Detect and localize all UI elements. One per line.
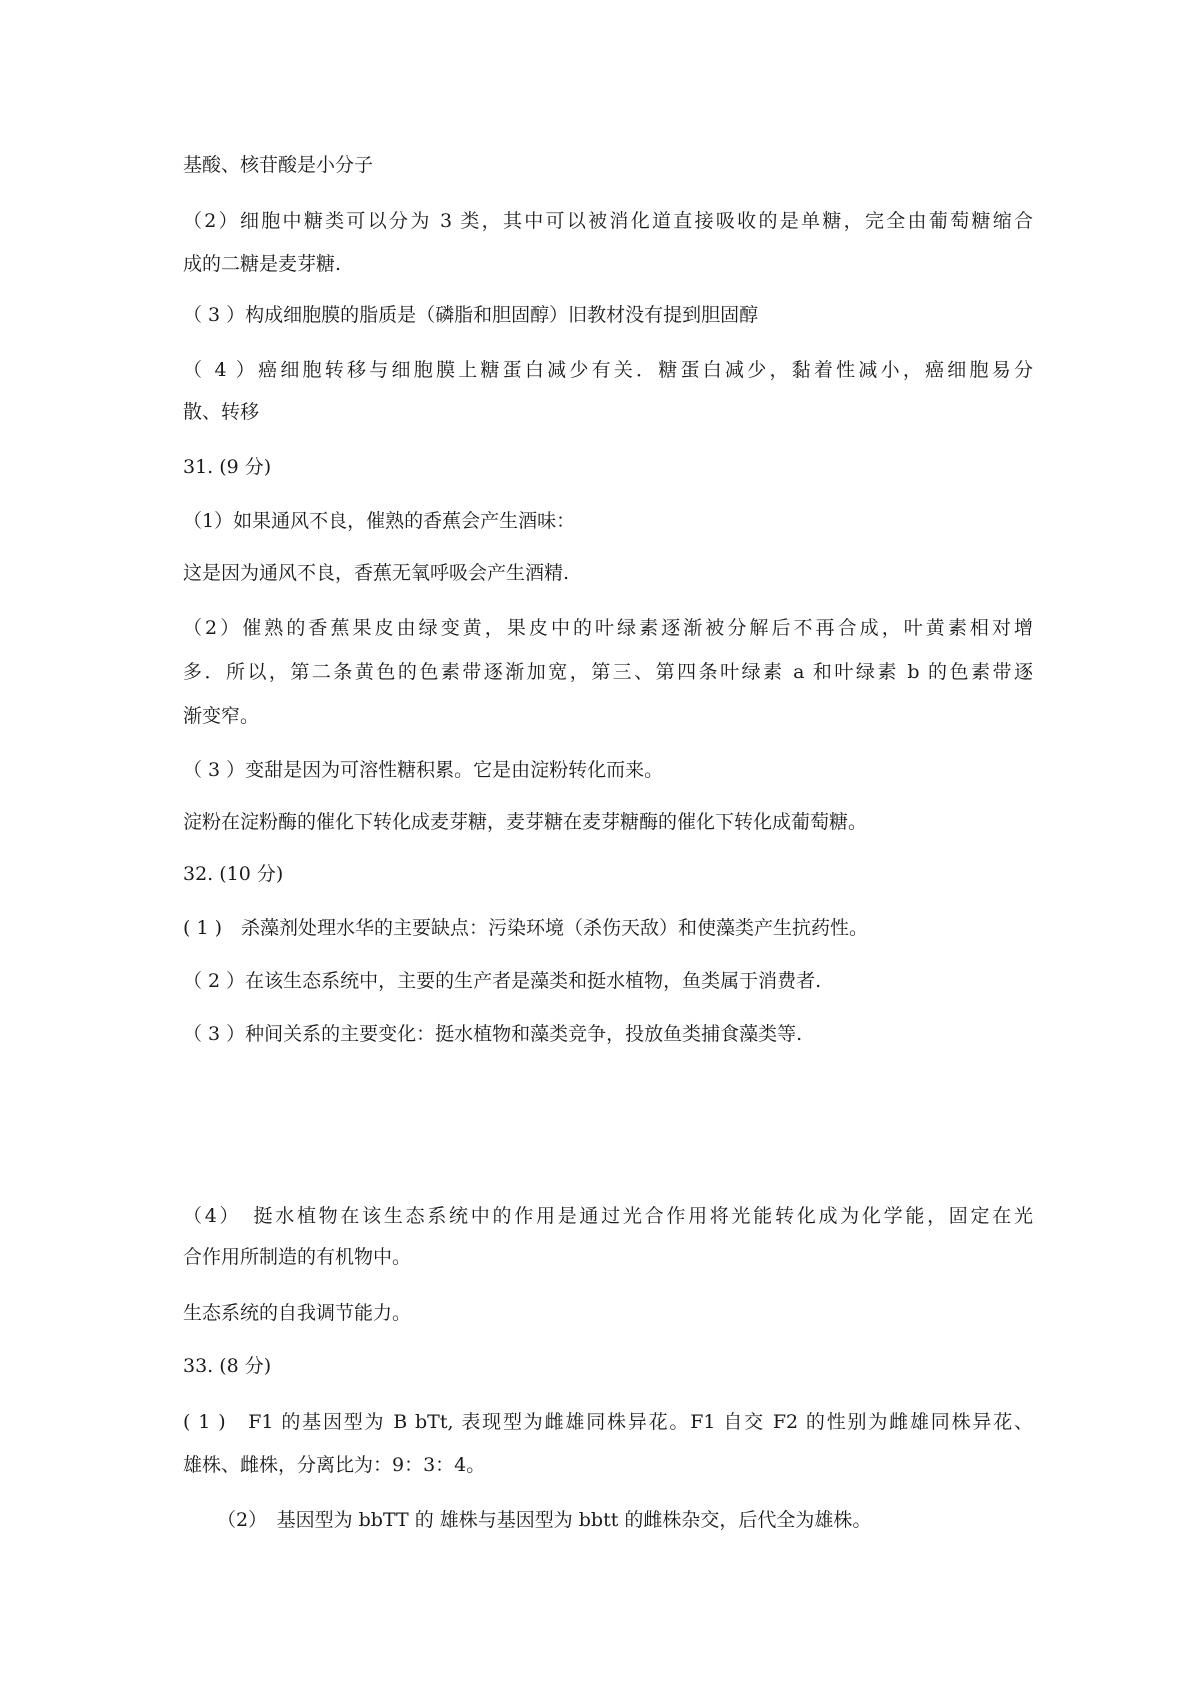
text-line-20: 合作用所制造的有机物中。 bbox=[183, 1246, 412, 1268]
text-line-12: 渐变窄。 bbox=[183, 705, 260, 727]
text-line-25: （2） 基因型为 bbTT 的 雄株与基因型为 bbtt 的雌株杂交，后代全为雄株。 bbox=[217, 1509, 872, 1531]
text-line-19: （4） 挺水植物在该生态系统中的作用是通过光合作用将光能转化成为化学能，固定在光 bbox=[183, 1205, 1033, 1227]
text-line-21: 生态系统的自我调节能力。 bbox=[183, 1302, 412, 1324]
text-line-18: （ 3 ）种间关系的主要变化：挺水植物和藻类竞争，投放鱼类捕食藻类等. bbox=[183, 1023, 803, 1045]
text-line-1: 基酸、核苷酸是小分子 bbox=[183, 154, 374, 176]
text-line-4: （ 3 ）构成细胞膜的脂质是（磷脂和胆固醇）旧教材没有提到胆固醇 bbox=[183, 304, 759, 326]
text-line-8: （1）如果通风不良，催熟的香蕉会产生酒味： bbox=[183, 510, 576, 532]
text-line-23: ( 1 ) F1 的基因型为 B bTt, 表现型为雌雄同株异花。F1 自交 F2 的性别为雌雄同株异花、 bbox=[183, 1411, 1033, 1433]
text-line-9: 这是因为通风不良，香蕉无氧呼吸会产生酒精. bbox=[183, 562, 570, 584]
text-line-16: ( 1 ) 杀藻剂处理水华的主要缺点：污染环境（杀伤天敌）和使藻类产生抗药性。 bbox=[183, 917, 868, 939]
section-heading-32: 32. (10 分) bbox=[183, 863, 284, 885]
text-line-2: （2）细胞中糖类可以分为 3 类，其中可以被消化道直接吸收的是单糖，完全由葡萄糖缩合 bbox=[183, 210, 1033, 232]
text-line-3: 成的二糖是麦芽糖. bbox=[183, 253, 342, 275]
section-heading-33: 33. (8 分) bbox=[183, 1355, 272, 1377]
section-heading-31: 31. (9 分) bbox=[183, 456, 272, 478]
text-line-14: 淀粉在淀粉酶的催化下转化成麦芽糖，麦芽糖在麦芽糖酶的催化下转化成葡萄糖。 bbox=[183, 811, 868, 833]
text-line-11: 多．所以，第二条黄色的色素带逐渐加宽，第三、第四条叶绿素 a 和叶绿素 b 的色素带逐 bbox=[183, 661, 1033, 683]
text-line-24: 雄株、雌株，分离比为：9：3：4。 bbox=[183, 1454, 486, 1476]
text-line-17: （ 2 ）在该生态系统中，主要的生产者是藻类和挺水植物，鱼类属于消费者. bbox=[183, 970, 822, 992]
text-line-13: （ 3 ）变甜是因为可溶性糖积累。它是由淀粉转化而来。 bbox=[183, 759, 664, 781]
text-line-10: （2）催熟的香蕉果皮由绿变黄，果皮中的叶绿素逐渐被分解后不再合成，叶黄素相对增 bbox=[183, 617, 1033, 639]
text-line-5: （ 4 ）癌细胞转移与细胞膜上糖蛋白减少有关．糖蛋白减少，黏着性减小，癌细胞易分 bbox=[183, 359, 1033, 381]
text-line-6: 散、转移 bbox=[183, 401, 260, 423]
